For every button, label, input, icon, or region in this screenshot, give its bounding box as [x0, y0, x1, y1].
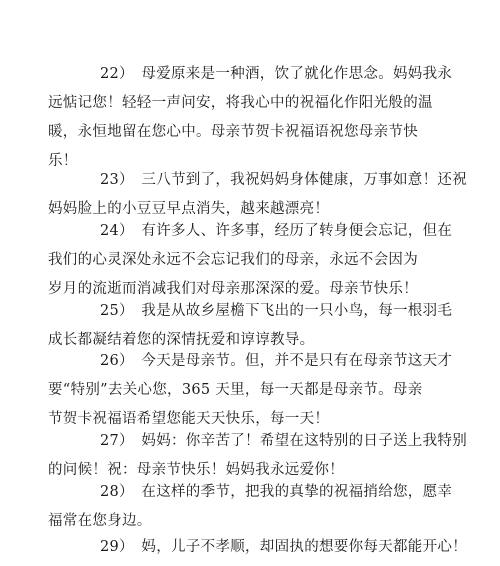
paragraph-line: 乐！ — [48, 153, 78, 169]
paragraph-line: 要“特别”去关心您，365 天里，每一天都是母亲节。母亲 — [48, 382, 423, 398]
paragraph-line: 岁月的流逝而消减我们对母亲那深深的爱。母亲节快乐！ — [48, 281, 418, 297]
paragraph-27 — [48, 427, 467, 485]
paragraph-line: 妈妈脸上的小豆豆早点消失，越来越漂亮！ — [48, 201, 330, 217]
paragraph-29 — [48, 533, 467, 562]
paragraph-line: 25） 我是从故乡屋檐下飞出的一只小鸟，每一根羽毛 — [100, 303, 453, 319]
paragraph-line: 27） 妈妈：你辛苦了！希望在这特别的日子送上我特别 — [100, 433, 467, 449]
paragraph-line: 23） 三八节到了，我祝妈妈身体健康，万事如意！还祝 — [100, 172, 467, 188]
paragraph-line: 的问候！祝：母亲节快乐！妈妈我永远爱你！ — [48, 462, 344, 478]
paragraph-23 — [48, 166, 467, 224]
paragraph-line: 29） 妈，儿子不孝顺，却固执的想要你每天都能开心！ — [100, 539, 467, 555]
paragraph-line: 24） 有许多人、许多事，经历了转身便会忘记，但在 — [100, 223, 453, 239]
paragraph-line: 22） 母爱原来是一种酒，饮了就化作思念。妈妈我永 — [100, 66, 453, 82]
paragraph-line: 节贺卡祝福语希望您能天天快乐，每一天！ — [48, 411, 330, 427]
paragraph-line: 暖，永恒地留在您心中。母亲节贺卡祝福语祝您母亲节快 — [48, 124, 418, 140]
paragraph-line: 成长都凝结着您的深情抚爱和谆谆教导。 — [48, 332, 315, 348]
paragraph-line: 远惦记您！轻轻一声问安，将我心中的祝福化作阳光般的温 — [48, 95, 433, 111]
paragraph-22 — [48, 60, 453, 176]
paragraph-28 — [48, 478, 453, 536]
paragraph-26 — [48, 347, 453, 434]
paragraph-24 — [48, 217, 453, 304]
paragraph-line: 28） 在这样的季节，把我的真挚的祝福捎给您，愿幸 — [100, 484, 453, 500]
paragraph-line: 福常在您身边。 — [48, 513, 152, 529]
paragraph-line: 26） 今天是母亲节。但，并不是只有在母亲节这天才 — [100, 353, 453, 369]
paragraph-line: 我们的心灵深处永远不会忘记我们的母亲，永远不会因为 — [48, 252, 418, 268]
